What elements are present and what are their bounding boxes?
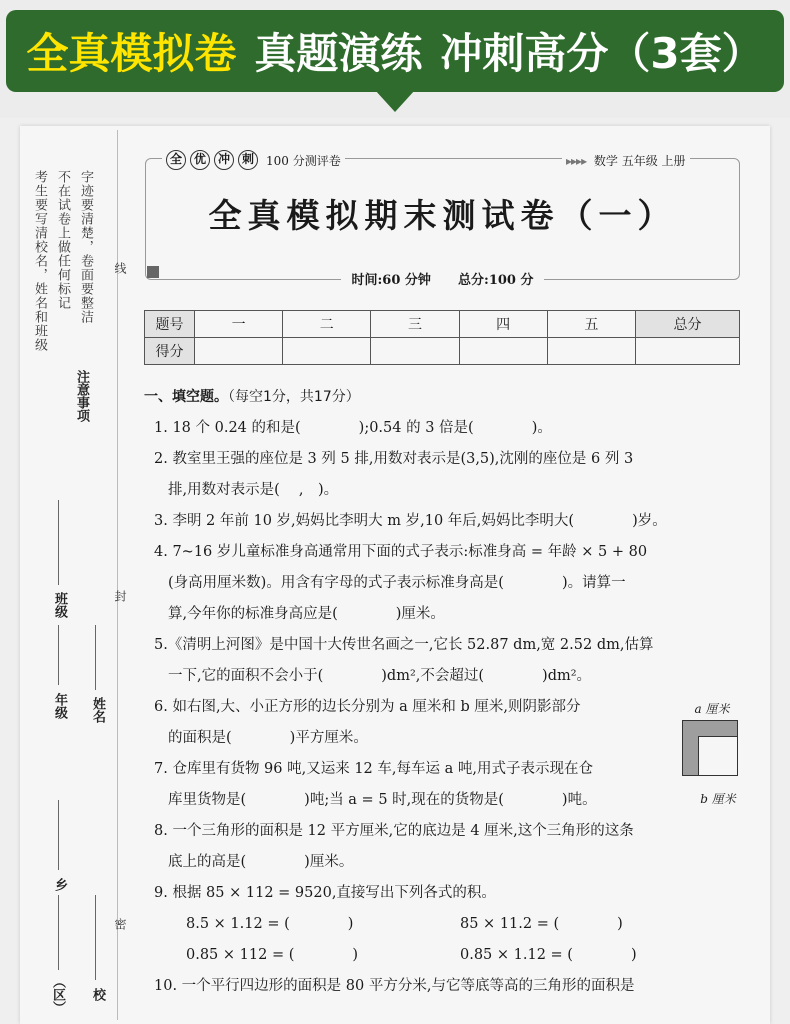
total-header: 总分 xyxy=(636,311,740,338)
exam-content xyxy=(144,382,748,1002)
column-header: 一 xyxy=(195,311,283,338)
side-note-3: 字迹要清楚，卷面要整洁 xyxy=(78,170,93,324)
question-1: 1. 18 个 0.24 的和是( );0.54 的 3 倍是( )。 xyxy=(154,420,552,436)
name-label: 姓名 xyxy=(90,697,105,723)
question-4-line-3: 算,今年你的标准身高应是( )厘米。 xyxy=(168,606,445,622)
score-cell[interactable] xyxy=(195,338,283,365)
question-2-line-1: 2. 教室里王强的座位是 3 列 5 排,用数对表示是(3,5),沈刚的座位是 6 列 3 xyxy=(154,451,634,467)
calc-row-1 xyxy=(144,909,748,940)
question-5-line-1: 5.《清明上河图》是中国十大传世名画之一,它长 52.87 dm,宽 2.52 dm,估算 xyxy=(154,637,654,653)
column-header: 四 xyxy=(459,311,547,338)
question-10: 10. 一个平行四边形的面积是 80 平方分米,与它等底等高的三角形的面积是 xyxy=(154,978,635,994)
column-header: 五 xyxy=(547,311,635,338)
column-header: 二 xyxy=(283,311,371,338)
exam-time: 时间:60 分钟 xyxy=(351,273,431,288)
score-table xyxy=(144,310,740,365)
question-number-header: 题号 xyxy=(145,311,195,338)
question-2-line-2: 排,用数对表示是( , )。 xyxy=(168,482,339,498)
brand-subtitle: 100 分测评卷 xyxy=(266,153,341,168)
question-4-line-1: 4. 7~16 岁儿童标准身高通常用下面的式子表示:标准身高 = 年龄 × 5 + 80 xyxy=(154,544,648,560)
brand-char: 冲 xyxy=(214,150,234,170)
calc-row-2 xyxy=(144,940,748,971)
calc-item: 85 × 11.2 = ( ) xyxy=(460,916,623,932)
total-score-cell[interactable] xyxy=(636,338,740,365)
cut-mark-seal: 封 xyxy=(113,590,127,602)
figure-label-a: a 厘米 xyxy=(694,702,730,716)
banner-bar xyxy=(6,10,784,92)
score-cell[interactable] xyxy=(459,338,547,365)
grade-info xyxy=(562,152,690,169)
banner-slogan-2: 真题演练 xyxy=(254,29,423,78)
township-label: 乡 xyxy=(52,878,67,891)
calc-item: 0.85 × 1.12 = ( ) xyxy=(460,947,637,963)
side-note-2: 不在试卷上做任何标记 xyxy=(55,170,70,310)
question-8-line-2: 底上的高是( )厘米。 xyxy=(168,854,354,870)
brand-char: 刺 xyxy=(238,150,258,170)
figure-label-b: b 厘米 xyxy=(700,792,736,806)
squares-figure xyxy=(680,700,746,810)
brand-char: 全 xyxy=(166,150,186,170)
promo-banner xyxy=(0,0,790,118)
question-8-line-1: 8. 一个三角形的面积是 12 平方厘米,它的底边是 4 厘米,这个三角形的这条 xyxy=(154,823,634,839)
score-table-score-row xyxy=(145,338,740,365)
calc-item: 8.5 × 1.12 = ( ) xyxy=(186,916,354,932)
question-6-line-1: 6. 如右图,大、小正方形的边长分别为 a 厘米和 b 厘米,则阴影部分 xyxy=(154,699,581,715)
small-square xyxy=(698,736,738,776)
question-7-line-2: 库里货物是( )吨;当 a = 5 时,现在的货物是( )吨。 xyxy=(168,792,597,808)
banner-arrow-icon xyxy=(375,90,415,112)
township-line xyxy=(58,800,59,870)
score-row-header: 得分 xyxy=(145,338,195,365)
score-cell[interactable] xyxy=(547,338,635,365)
question-7-line-1: 7. 仓库里有货物 96 吨,又运来 12 车,每车运 a 吨,用式子表示现在仓 xyxy=(154,761,593,777)
school-line xyxy=(95,895,96,980)
arrow-icons: ▸▸▸▸ xyxy=(566,154,587,168)
side-notes xyxy=(30,170,95,365)
grade-text: 数学 五年级 上册 xyxy=(593,154,686,168)
brand-char: 优 xyxy=(190,150,210,170)
time-score-line xyxy=(145,269,740,288)
cut-mark-secret: 密 xyxy=(113,918,127,930)
exam-title: 全真模拟期末测试卷（一） xyxy=(208,196,677,235)
section-title xyxy=(144,382,748,413)
question-4-line-2: (身高用厘米数)。用含有字母的式子表示标准身高是( )。请算一 xyxy=(168,575,626,591)
grade-label: 年级 xyxy=(52,693,67,719)
name-line xyxy=(95,625,96,690)
school-label: 校 xyxy=(90,988,105,1001)
question-5-line-2: 一下,它的面积不会小于( )dm²,不会超过( )dm²。 xyxy=(168,668,592,684)
district-line xyxy=(58,895,59,970)
brand-logo xyxy=(162,150,345,170)
score-cell[interactable] xyxy=(371,338,459,365)
cut-mark-line: 线 xyxy=(113,262,127,274)
column-header: 三 xyxy=(371,311,459,338)
exam-total-score: 总分:100 分 xyxy=(458,273,534,288)
banner-slogan-3: 冲刺高分（3套） xyxy=(440,29,764,78)
question-6-line-2: 的面积是( )平方厘米。 xyxy=(168,730,368,746)
section-note: （每空1分，共17分） xyxy=(228,389,360,405)
side-note-1: 考生要写清校名，姓名和班级 xyxy=(32,170,47,352)
score-table-header-row xyxy=(145,311,740,338)
class-label: 班级 xyxy=(52,592,67,618)
district-label: （区） xyxy=(50,975,65,1014)
section-heading: 一、填空题。 xyxy=(144,389,228,405)
question-3: 3. 李明 2 年前 10 岁,妈妈比李明大 m 岁,10 年后,妈妈比李明大( )岁。 xyxy=(154,513,667,529)
grade-line xyxy=(58,625,59,685)
banner-slogan-1: 全真模拟卷 xyxy=(26,29,237,78)
notes-title: 注意事项 xyxy=(74,370,89,422)
question-9: 9. 根据 85 × 112 = 9520,直接写出下列各式的积。 xyxy=(154,885,496,901)
calc-item: 0.85 × 112 = ( ) xyxy=(186,947,359,963)
score-cell[interactable] xyxy=(283,338,371,365)
class-line xyxy=(58,500,59,585)
